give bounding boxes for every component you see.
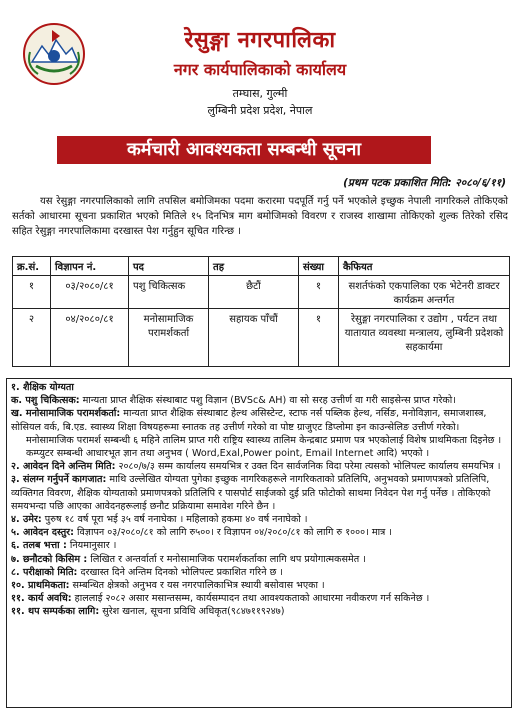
requirement-item [11, 553, 507, 566]
requirement-text: मान्यता प्राप्त शैक्षिक संस्थाबाट हेल्थ असिस्टेन्ट, स्टाफ नर्स पब्लिक हेल्थ, नर्सिङ, मनोविज्ञान, समाजशास्त्र, सोसियल वर्क, बि.एड. स्वास्थ्य शिक्षा विषयहरूमा स्नातक तह उत्तीर्ण गरेको वा पोष्ट ग्राजुएट डिप्लोमा इन काउन्सेलिङ उत्तीर्ण गरेको। [11, 408, 487, 433]
municipality-name: रेसुङ्गा नगरपालिका [184, 28, 336, 53]
requirement-item [11, 513, 507, 526]
requirement-item [11, 579, 507, 592]
table-cell: ०४/२०८०/८१ [51, 309, 129, 367]
table-cell: १ [13, 276, 51, 309]
table-header-row [13, 257, 510, 276]
requirement-item [11, 539, 507, 552]
letterhead [0, 0, 520, 128]
requirement-label: ४. उमेर: [11, 514, 42, 526]
requirement-item [11, 407, 507, 433]
requirement-label: ५. आवेदन दस्तुर: [11, 527, 74, 539]
office-name: नगर कार्यपालिकाको कार्यालय [173, 60, 347, 79]
published-date: (प्रथम पटक प्रकाशित मिति: २०८०/६/११) [343, 177, 506, 189]
column-header: संख्या [299, 257, 339, 276]
requirement-item [11, 605, 507, 618]
table-cell: २ [13, 309, 51, 367]
requirement-text: माथि उल्लेखित योग्यता पुगेका इच्छुक नागरिकहरूले नागरिकताको प्रतिलिपि, अनुभवको प्रमाणपत्रको प्रतिलिपि, व्यक्तिगत विवरण, शैक्षिक योग्यताको प्रमाणपत्रको प्रतिलिपि र पासपोर्ट साईजको दुई प्रति फोटोको साथमा निवेदन पेश गर्नु पर्नेछ । तोकिएको समयभन्दा पछि आएका आवेदनहरूलाई छनौट प्रक्रियामा समावेश गरिने छैन । [11, 474, 491, 512]
requirement-text: सुरेश खनाल, सूचना प्रविधि अधिकृत(९८४७११९२४७) [99, 606, 285, 618]
requirement-label: ३. संलग्न गर्नुपर्ने कागजात: [11, 474, 107, 486]
requirement-item [11, 592, 507, 605]
table-cell: सशर्तफंको एकपालिका एक भेटेनरी डाक्टर कार्यक्रम अन्तर्गत [339, 276, 510, 309]
requirement-item [11, 566, 507, 579]
requirement-item [11, 460, 507, 473]
address-line-1: तम्घास, गुल्मी [232, 87, 288, 100]
table-cell: पशु चिकित्सक [129, 276, 209, 309]
notice-intro: यस रेसुङ्गा नगरपालिकाको लागि तपसिल बमोजिमका पदमा करारमा पदपूर्ति गर्नु पर्ने भएकोले इच्छुक नेपाली नागरिकले तोकिएको सर्तको आधारमा सूचना प्रकाशित भएको मितिले १५ दिनभित्र माग बमोजिमको विवरण र राजस्व शाखामा तोकिएको शुल्क तिरेको रसिद सहित रेसुङ्गा नगरपालिकामा दरखास्त पेश गर्नुहुन सूचित गरिन्छ । [12, 196, 508, 237]
requirement-text: विज्ञापन ०३/२०८०/८१ को लागि रु५००। र विज्ञापन ०४/२०८०/८१ को लागि रु १०००। मात्र । [73, 527, 393, 539]
requirement-item [11, 394, 507, 407]
requirements-box [6, 378, 512, 708]
table-cell: १ [299, 276, 339, 309]
column-header: पद [129, 257, 209, 276]
table-cell: मनोसामाजिक परामर्शकर्ता [129, 309, 209, 367]
requirement-label: १०. प्राथमिकता: [11, 580, 70, 592]
notice-title-banner: कर्मचारी आवश्यकता सम्बन्धी सूचना [57, 136, 431, 164]
address-line-2: लुम्बिनी प्रदेश प्रदेश, नेपाल [207, 104, 313, 117]
table-cell: १ [299, 309, 339, 367]
requirement-text: पुरुष १८ वर्ष पूरा भई ३५ वर्ष ननाघेका । महिलाको हकमा ४० वर्ष ननाघेको । [41, 514, 308, 526]
requirement-label: ७. छनौटको किसिम : [11, 553, 88, 565]
requirement-text: मनोसामाजिक परामर्श सम्बन्धी ६ महिने तालिम प्राप्त गरी राष्ट्रिय स्वास्थ्य तालिम केन्द्रबाट प्रमाण पत्र भएकोलाई विशेष प्राथमिकता दिइनेछ । कम्प्युटर सम्बन्धी आधारभूत ज्ञान तथा अनुभव ( Word,Exal,Power point, Email Internet आदि) भएको । [26, 434, 502, 460]
requirements-heading: १. शैक्षिक योग्यता [11, 382, 74, 393]
requirement-item [11, 526, 507, 539]
requirement-text: मान्यता प्राप्त शैक्षिक संस्थाबाट पशु विज्ञान (BVSc& AH) वा सो सरह उत्तीर्ण वा गरी साइसेन्स प्राप्त गरेको। [79, 395, 456, 407]
requirement-label: २. आवेदन दिने अन्तिम मिति: [11, 461, 116, 473]
column-header: कैफियत [339, 257, 510, 276]
requirement-label: ८. परीक्षाको मिति: [11, 566, 78, 578]
requirement-label: ११. थप सम्पर्कका लागि: [11, 606, 100, 618]
requirement-label: ख. मनोसामाजिक परामर्शकर्ता: [11, 408, 121, 420]
requirement-text: नियमानुसार । [66, 540, 117, 552]
table-cell: सहायक पाँचौं [209, 309, 299, 367]
table-row [13, 276, 510, 309]
column-header: विज्ञापन नं. [51, 257, 129, 276]
requirement-item [11, 473, 507, 513]
requirement-text: हाललाई २०८२ असार मसान्तसम्म, कार्यसम्पादन तथा आवश्यकताको आधारमा नवीकरण गर्न सकिनेछ । [71, 593, 430, 605]
vacancy-table [12, 256, 510, 367]
requirement-label: ११. कार्य अवधि: [11, 593, 72, 605]
column-header: क्र.सं. [13, 257, 51, 276]
table-row [13, 309, 510, 367]
table-cell: ०३/२०८०/८१ [51, 276, 129, 309]
requirement-text: लिखित र अन्तर्वार्ता र मनोसामाजिक परामर्शकर्ताका लागि थप प्रयोगात्मकसमेत । [87, 553, 366, 565]
requirement-label: ६. तलब भत्ता : [11, 540, 67, 552]
table-cell: रेसुङ्गा नगरपालिका र उद्योग , पर्यटन तथा यातायात व्यवस्था मन्त्रालय, लुम्बिनी प्रदेशको सहकार्यमा [339, 309, 510, 367]
column-header: तह [209, 257, 299, 276]
requirement-text: २०८०/७/३ सम्म कार्यालय समयभित्र र उक्त दिन सार्वजनिक विदा परेमा त्यसको भोलिपल्ट कार्यालय समयभित्र । [115, 461, 501, 473]
requirement-text: सम्बन्धित क्षेत्रको अनुभव र यस नगरपालिकाभित्र स्थायी बसोवास भएका । [69, 580, 325, 592]
table-cell: छैटौं [209, 276, 299, 309]
requirement-label: क. पशु चिकित्सक: [11, 395, 80, 407]
requirement-text: दरखास्त दिने अन्तिम दिनको भोलिपल्ट प्रकाशित गरिने छ । [77, 566, 284, 578]
